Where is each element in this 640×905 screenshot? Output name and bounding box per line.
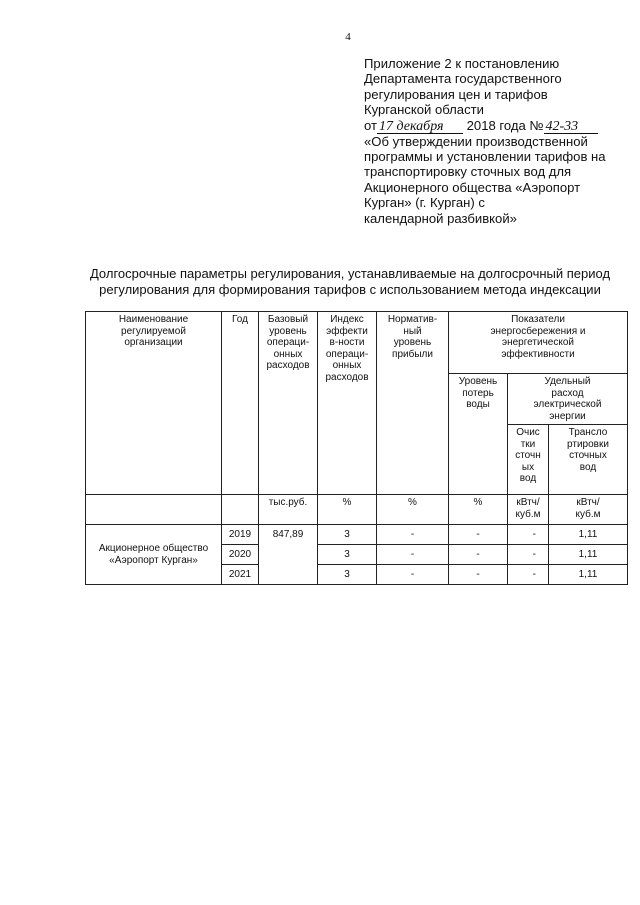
date-prefix: от: [364, 117, 377, 133]
row-profit: -: [377, 565, 449, 585]
header-efficiency-index: Индекс эффекти в-ности операци- онных расходов: [318, 312, 377, 495]
row-loss: -: [449, 545, 508, 565]
header-profit-level: Норматив- ный уровень прибыли: [377, 312, 449, 495]
appendix-date-line: [364, 118, 634, 134]
appendix-block: [364, 56, 634, 226]
row-profit: -: [377, 545, 449, 565]
unit-index: %: [318, 495, 377, 525]
appendix-title-line: «Об утверждении производственной: [364, 133, 588, 149]
appendix-line: регулирования цен и тарифов: [364, 86, 548, 102]
header-year: Год: [222, 312, 259, 495]
appendix-title-line: Курган» (г. Курган) с: [364, 195, 485, 211]
page-number: 4: [345, 31, 351, 43]
header-wastewater-cleaning: Очис тки сточн ых вод: [508, 425, 549, 495]
table-row: [86, 525, 628, 545]
heading-line-2: регулирования для формирования тарифов с использованием метода индексации: [99, 282, 601, 297]
appendix-line: Департамента государственного: [364, 71, 562, 87]
row-loss: -: [449, 525, 508, 545]
row-profit: -: [377, 525, 449, 545]
header-energy-indicators: Показатели энергосбережения и энергетической эффективности: [449, 312, 628, 374]
handwritten-date: 17 декабря: [377, 121, 463, 134]
handwritten-number: 42-33: [544, 121, 598, 134]
appendix-title-line: Акционерного общества «Аэропорт: [364, 179, 581, 195]
unit-loss: %: [449, 495, 508, 525]
document-heading: [60, 266, 640, 298]
header-specific-consumption: Удельный расход электрической энергии: [508, 374, 628, 425]
heading-line-1: Долгосрочные параметры регулирования, устанавливаемые на долгосрочный период: [89, 266, 611, 281]
unit-cleaning: кВтч/ куб.м: [508, 495, 549, 525]
row-transport: 1,11: [549, 565, 628, 585]
row-cleaning: -: [508, 545, 549, 565]
row-index: 3: [318, 565, 377, 585]
row-year: 2021: [222, 565, 259, 585]
appendix-title-line: транспортировку сточных вод для: [364, 164, 572, 180]
row-cleaning: -: [508, 565, 549, 585]
date-suffix: 2018 года №: [466, 117, 544, 133]
row-transport: 1,11: [549, 545, 628, 565]
row-year: 2020: [222, 545, 259, 565]
row-transport: 1,11: [549, 525, 628, 545]
regulation-parameters-table: [85, 311, 628, 585]
header-organization: Наименование регулируемой организации: [86, 312, 222, 495]
unit-profit: %: [377, 495, 449, 525]
appendix-line: Курганской области: [364, 102, 484, 118]
header-base-level: Базовый уровень операци- онных расходов: [259, 312, 318, 495]
row-cleaning: -: [508, 525, 549, 545]
row-loss: -: [449, 565, 508, 585]
appendix-title-line: программы и установлении тарифов на: [364, 149, 606, 165]
row-index: 3: [318, 545, 377, 565]
unit-cell-organization: [86, 495, 222, 525]
organization-name: Акционерное общество «Аэропорт Курган»: [86, 525, 222, 585]
row-index: 3: [318, 525, 377, 545]
appendix-line: Приложение 2 к постановлению: [364, 56, 560, 71]
unit-transport: кВтч/ куб.м: [549, 495, 628, 525]
header-water-loss: Уровень потерь воды: [449, 374, 508, 495]
base-value: 847,89: [259, 525, 318, 585]
unit-base: тыс.руб.: [259, 495, 318, 525]
appendix-title-line: календарной разбивкой»: [364, 210, 517, 226]
header-wastewater-transport: Трансло ртировки сточных вод: [549, 425, 628, 495]
unit-cell-year: [222, 495, 259, 525]
row-year: 2019: [222, 525, 259, 545]
